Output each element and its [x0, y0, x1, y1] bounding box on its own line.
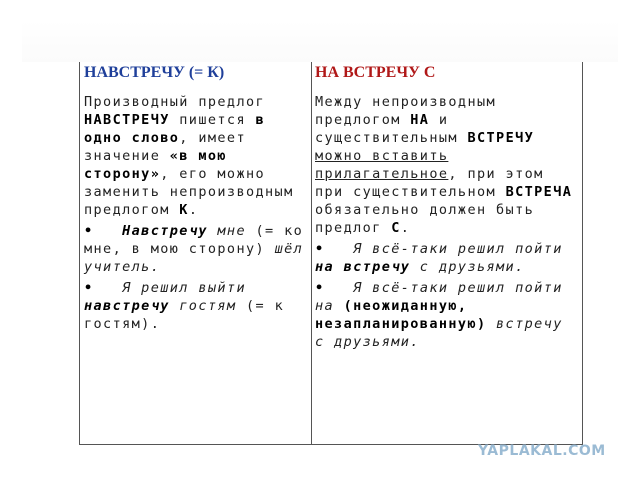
text-segment: (неожиданную, [334, 298, 468, 314]
text-segment: НАВСТРЕЧУ [84, 112, 170, 128]
text-segment: значение [84, 148, 170, 164]
text-line [315, 93, 582, 111]
column-na-vstrechu-s [311, 62, 582, 444]
background [22, 20, 618, 62]
text-segment: обязательно должен быть [315, 202, 535, 218]
text-line [84, 240, 311, 258]
text-segment: и [429, 112, 449, 128]
bullet-icon: • [84, 223, 123, 239]
text-segment: Между непроизводным [315, 94, 497, 110]
text-segment: с друзьями. [315, 334, 420, 350]
text-segment: . [188, 202, 199, 218]
text-segment: (= ко [246, 223, 304, 239]
text-line [84, 258, 311, 276]
bullet-line [315, 240, 582, 258]
text-segment: , имеет [179, 130, 246, 146]
column-body [311, 84, 582, 351]
text-segment: НА [410, 112, 430, 128]
text-segment: встречу [486, 316, 563, 332]
text-line [84, 183, 311, 201]
text-line [84, 147, 311, 165]
text-segment: «в мою [169, 148, 227, 164]
text-segment: существительным [315, 130, 468, 146]
text-segment: заменить непроизводным [84, 184, 294, 200]
text-line [84, 111, 311, 129]
text-line [84, 129, 311, 147]
text-line [315, 297, 582, 315]
text-segment: предлогом [84, 202, 180, 218]
column-navstrechu [80, 62, 312, 444]
text-line [315, 219, 582, 237]
text-line [84, 297, 311, 315]
text-segment: учитель. [84, 259, 161, 275]
text-segment: на [315, 298, 335, 314]
text-segment: предлогом [315, 112, 411, 128]
bullet-line [84, 222, 311, 240]
watermark: YAPLAKAL.COM [478, 443, 606, 459]
text-segment: пишется [169, 112, 256, 128]
text-line [84, 93, 311, 111]
text-segment: гостям). [84, 316, 161, 332]
text-line [315, 129, 582, 147]
text-line [84, 165, 311, 183]
bullet-icon: • [315, 241, 354, 257]
text-segment: гостям [169, 298, 237, 314]
text-segment: прилагательное [315, 166, 449, 182]
text-segment: шёл [274, 241, 304, 257]
bullet-icon: • [84, 280, 123, 296]
text-segment: с друзьями. [410, 259, 525, 275]
column-header: НАВСТРЕЧУ (= К) [84, 64, 225, 81]
text-segment: навстречу [84, 298, 170, 314]
text-segment: мне, в мою сторону) [84, 241, 275, 257]
text-segment: , его можно [160, 166, 266, 182]
bullet-line [84, 279, 311, 297]
text-segment: Я всё-таки решил пойти [353, 280, 563, 296]
text-line [315, 315, 582, 333]
text-segment: предлог [315, 220, 392, 236]
text-segment: Навстречу [122, 223, 208, 239]
text-line [84, 315, 311, 333]
column-header: НА ВСТРЕЧУ С [315, 64, 436, 81]
text-segment: Я решил выйти [122, 280, 246, 296]
text-line [315, 333, 582, 351]
text-segment: , при этом [448, 166, 544, 182]
text-segment: (= к [236, 298, 285, 314]
text-segment: С [391, 220, 401, 236]
text-segment: . [400, 220, 411, 236]
text-segment: ВСТРЕЧУ [467, 130, 535, 146]
text-segment: при существительном [315, 184, 506, 200]
text-segment: Производный предлог [84, 94, 266, 110]
text-line [315, 258, 582, 276]
text-line [315, 165, 582, 183]
bullet-icon: • [315, 280, 354, 296]
comparison-table [79, 62, 583, 445]
text-segment: на встречу [315, 259, 411, 275]
text-line [315, 111, 582, 129]
text-segment: незапланированную) [315, 316, 487, 332]
text-segment: сторону» [84, 166, 161, 182]
bullet-line [315, 279, 582, 297]
text-segment: одно слово [84, 130, 180, 146]
text-segment: ВСТРЕЧА [505, 184, 573, 200]
text-segment: можно вставить [315, 148, 449, 164]
text-segment: К [179, 202, 189, 218]
text-segment: в [255, 112, 266, 128]
text-line [315, 147, 582, 165]
text-segment: мне [207, 223, 246, 239]
text-segment: Я всё-таки решил пойти [353, 241, 563, 257]
column-body [80, 84, 311, 333]
text-line [84, 201, 311, 219]
text-line [315, 201, 582, 219]
text-line [315, 183, 582, 201]
